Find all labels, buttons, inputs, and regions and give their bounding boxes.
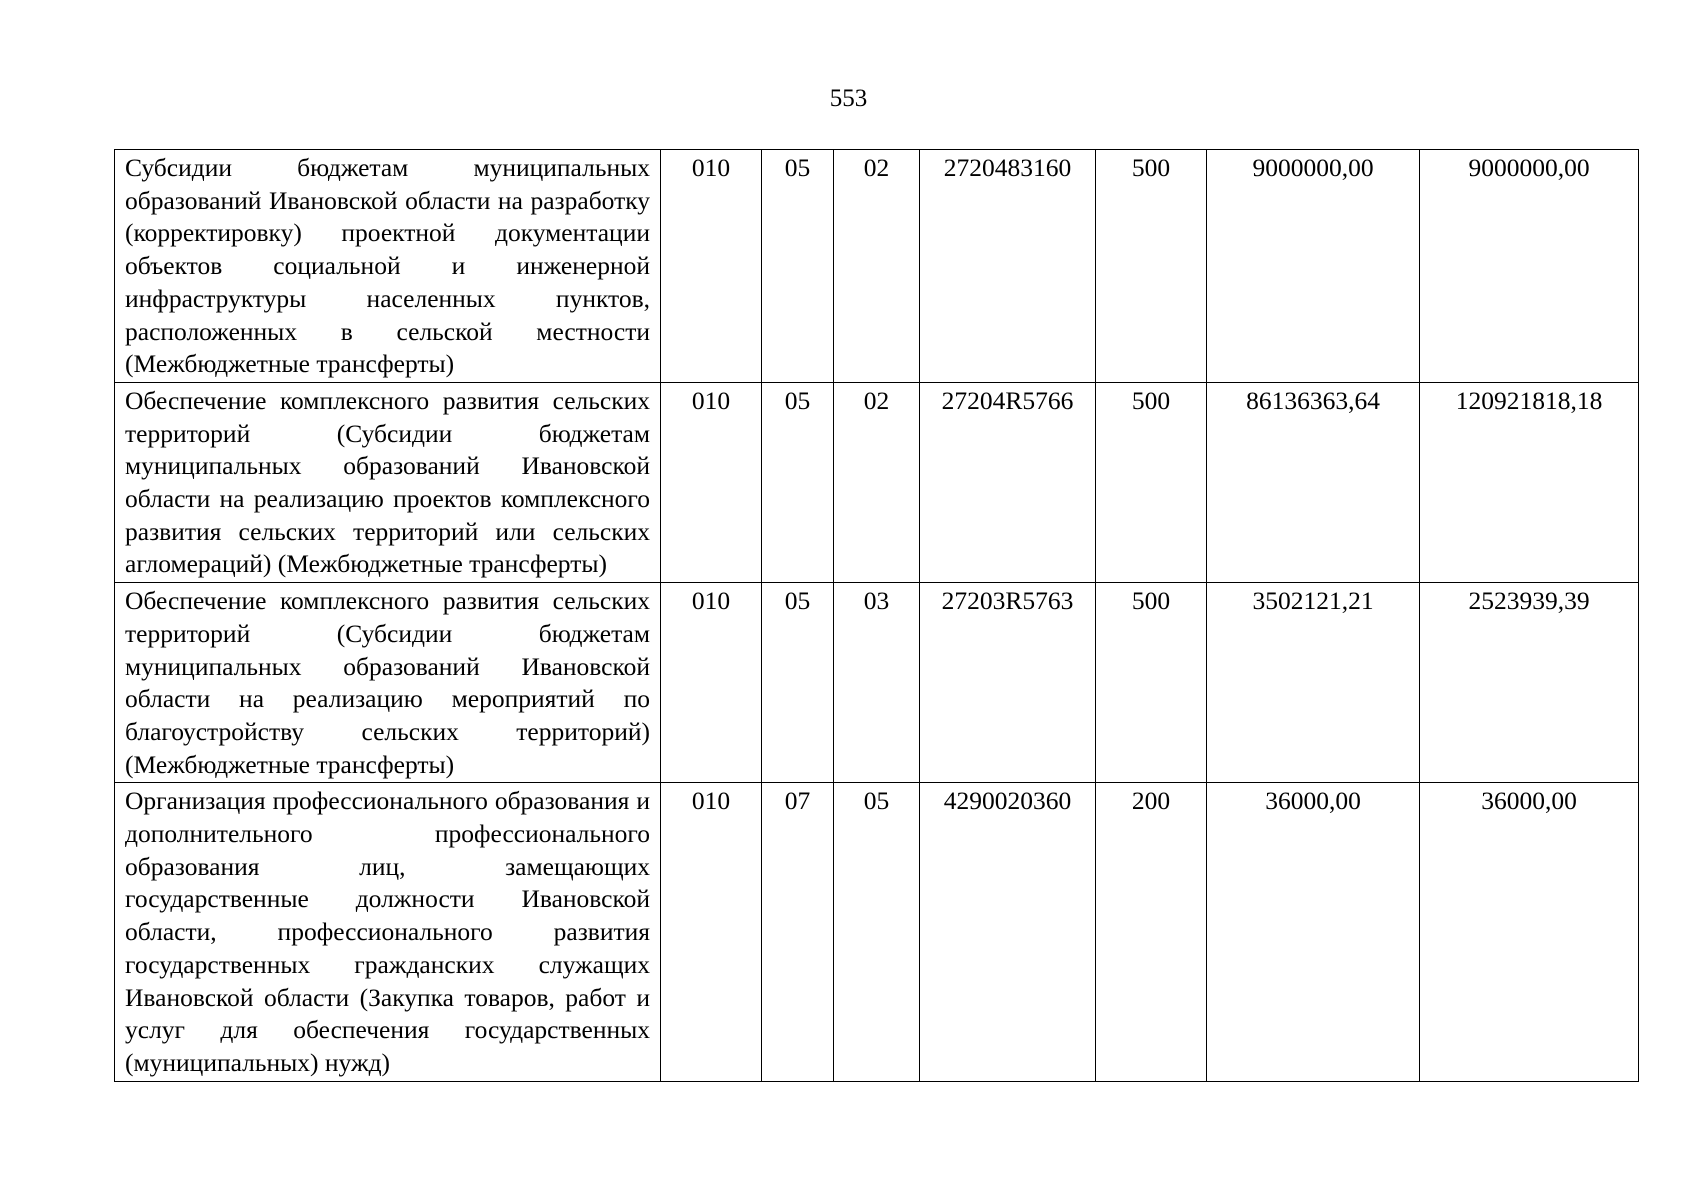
amount-year-1: 36000,00 [1207, 783, 1420, 1081]
page-number: 553 [829, 85, 868, 112]
amount-year-2: 9000000,00 [1420, 150, 1639, 383]
target-article-code: 27203R5763 [920, 583, 1096, 783]
admin-code: 010 [661, 382, 762, 582]
row-description: Субсидии бюджетам муниципальных образований Ивановской области на разработку (корректировку) проектной документации объектов социальной и инженерной инфраструктуры населенных пунктов, расположенных в сельской местности (Межбюджетные трансферты) [115, 150, 661, 383]
subsection-code: 02 [834, 150, 920, 383]
section-code: 05 [762, 382, 834, 582]
admin-code: 010 [661, 150, 762, 383]
target-article-code: 4290020360 [920, 783, 1096, 1081]
subsection-code: 02 [834, 382, 920, 582]
section-code: 05 [762, 583, 834, 783]
row-description: Организация профессионального образования и дополнительного профессионального образования лиц, замещающих государственные должности Ивановской области, профессионального развития государственных гражданских служащих Ивановской области (Закупка товаров, работ и услуг для обеспечения государственных (муниципальных) нужд) [115, 783, 661, 1081]
expense-type-code: 200 [1096, 783, 1207, 1081]
amount-year-2: 2523939,39 [1420, 583, 1639, 783]
target-article-code: 2720483160 [920, 150, 1096, 383]
section-code: 05 [762, 150, 834, 383]
row-description: Обеспечение комплексного развития сельских территорий (Субсидии бюджетам муниципальных образований Ивановской области на реализацию мероприятий по благоустройству сельских территорий) (Межбюджетные трансферты) [115, 583, 661, 783]
table-row [115, 150, 1639, 383]
subsection-code: 03 [834, 583, 920, 783]
row-description: Обеспечение комплексного развития сельских территорий (Субсидии бюджетам муниципальных образований Ивановской области на реализацию проектов комплексного развития сельских территорий или сельских агломераций) (Межбюджетные трансферты) [115, 382, 661, 582]
amount-year-1: 3502121,21 [1207, 583, 1420, 783]
section-code: 07 [762, 783, 834, 1081]
subsection-code: 05 [834, 783, 920, 1081]
amount-year-1: 86136363,64 [1207, 382, 1420, 582]
admin-code: 010 [661, 783, 762, 1081]
amount-year-2: 120921818,18 [1420, 382, 1639, 582]
budget-table [114, 149, 1639, 1082]
table-row [115, 382, 1639, 582]
expense-type-code: 500 [1096, 583, 1207, 783]
table-row [115, 783, 1639, 1081]
expense-type-code: 500 [1096, 150, 1207, 383]
amount-year-2: 36000,00 [1420, 783, 1639, 1081]
target-article-code: 27204R5766 [920, 382, 1096, 582]
admin-code: 010 [661, 583, 762, 783]
amount-year-1: 9000000,00 [1207, 150, 1420, 383]
table-row [115, 583, 1639, 783]
expense-type-code: 500 [1096, 382, 1207, 582]
